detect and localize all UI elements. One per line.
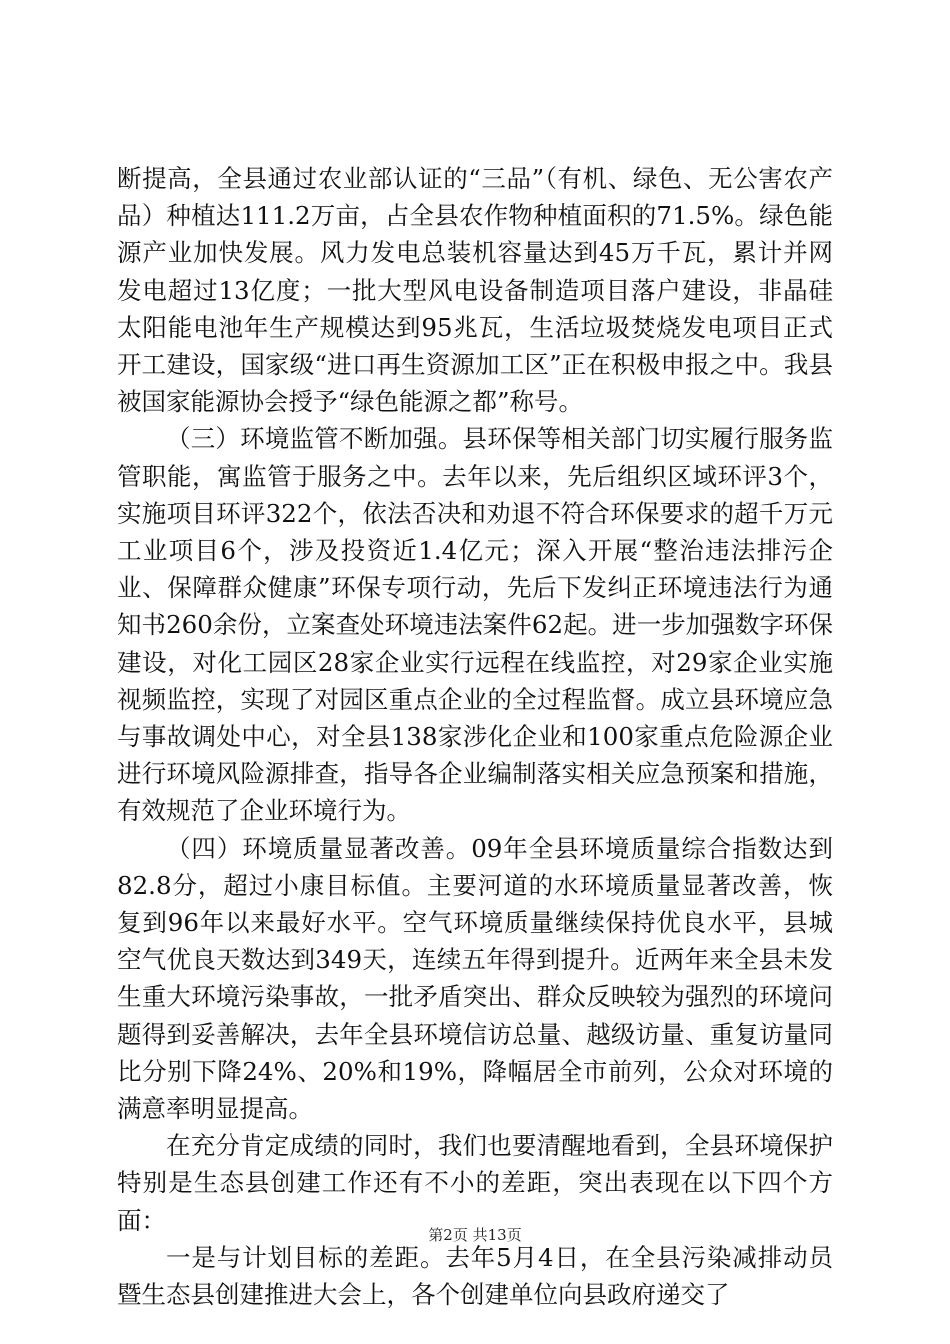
- paragraph-gaps-intro: 在充分肯定成绩的同时，我们也要清醒地看到，全县环境保护特别是生态县创建工作还有不小的差距，突出表现在以下四个方面：: [117, 1131, 833, 1235]
- page-footer: 第2页 共13页: [428, 1226, 522, 1244]
- paragraph-section-four: （四）环境质量显著改善。09年全县环境质量综合指数达到82.8分，超过小康目标值。主要河道的水环境质量显著改善，恢复到96年以来最好水平。空气环境质量继续保持优良水平，县城空气优良天数达到349天，连续五年得到提升。近两年来全县未发生重大环境污染事故，一批矛盾突出、群众反映较为强烈的环境问题得到妥善解决，去年全县环境信访总量、越级访量、重复访量同比分别下降24%、20%和19%，降幅居全市前列，公众对环境的满意率明显提高。: [117, 833, 833, 1124]
- paragraph-gap-one: 一是与计划目标的差距。去年5月4日，在全县污染减排动员暨生态县创建推进大会上，各个创建单位向县政府递交了: [117, 1242, 833, 1310]
- body-text: [117, 160, 833, 1313]
- paragraph-section-three: （三）环境监管不断加强。县环保等相关部门切实履行服务监管职能，寓监管于服务之中。去年以来，先后组织区域环评3个，实施项目环评322个，依法否决和劝退不符合环保要求的超千万元工业项目6个，涉及投资近1.4亿元；深入开展“整治违法排污企业、保障群众健康”环保专项行动，先后下发纠正环境违法行为通知书260余份，立案查处环境违法案件62起。进一步加强数字环保建设，对化工园区28家企业实行远程在线监控，对29家企业实施视频监控，实现了对园区重点企业的全过程监督。成立县环境应急与事故调处中心，对全县138家涉化企业和100家重点危险源企业进行环境风险源排查，指导各企业编制落实相关应急预案和措施，有效规范了企业环境行为。: [117, 424, 833, 826]
- paragraph-continuation: 断提高，全县通过农业部认证的“三品”（有机、绿色、无公害农产品）种植达111.2万亩，占全县农作物种植面积的71.5%。绿色能源产业加快发展。风力发电总装机容量达到45万千瓦，累计并网发电超过13亿度；一批大型风电设备制造项目落户建设，非晶硅太阳能电池年生产规模达到95兆瓦，生活垃圾焚烧发电项目正式开工建设，国家级“进口再生资源加工区”正在积极申报之中。我县被国家能源协会授予“绿色能源之都”称号。: [117, 164, 833, 417]
